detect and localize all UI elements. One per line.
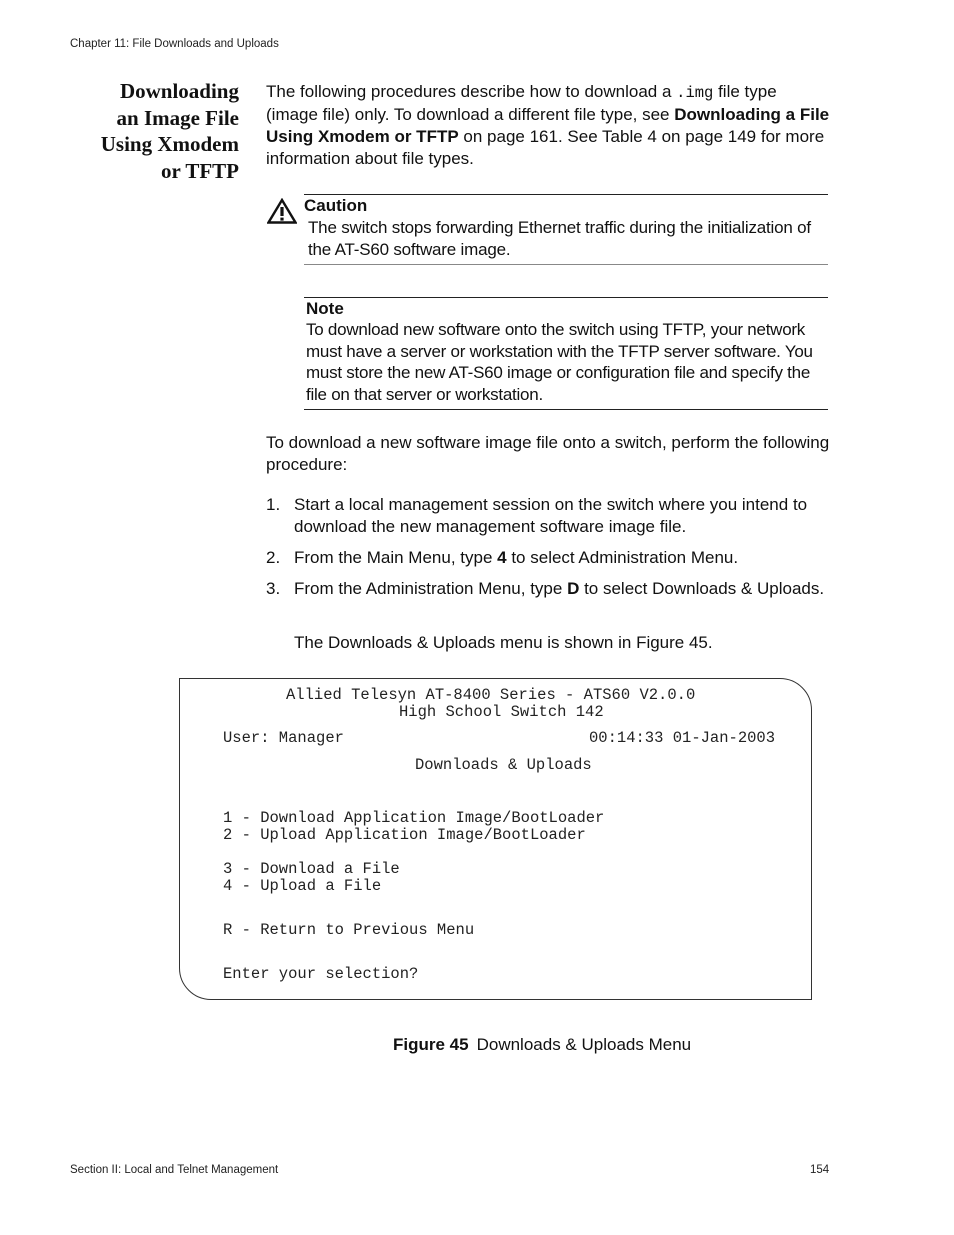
terminal-menu-title: Downloads & Uploads xyxy=(415,756,592,774)
figure-reference-text: The Downloads & Uploads menu is shown in Figure 45. xyxy=(294,633,713,652)
intro-text: on page 161. See Table 4 on page 149 for more information about file types. xyxy=(266,127,825,168)
step-text: Start a local management session on the switch where you intend to download the new management software image file. xyxy=(294,495,808,536)
terminal-menu-item[interactable]: 3 - Download a File xyxy=(223,860,400,878)
note-text: To download new software onto the switch using TFTP, your network must have a server or workstation with the TFTP server software. You must store the new AT-S60 image or configuration file and specify the file on that server or workstation. xyxy=(306,320,813,405)
file-extension-code: .img xyxy=(676,84,714,102)
step-number: 3. xyxy=(266,579,281,598)
procedure-lead-text: To download a new software image file onto a switch, perform the following procedure: xyxy=(266,433,830,474)
section-heading xyxy=(40,78,239,184)
page-number: 154 xyxy=(810,1164,830,1176)
list-item xyxy=(266,494,831,538)
cross-reference-link[interactable]: Downloading a File Using Xmodem or TFTP xyxy=(266,105,830,146)
figure-caption-text: Downloads & Uploads Menu xyxy=(476,1035,692,1054)
terminal-menu-item[interactable]: 4 - Upload a File xyxy=(223,877,382,895)
step-text: From the Administration Menu, type xyxy=(294,579,568,598)
list-item xyxy=(266,547,831,569)
step-key: 4 xyxy=(497,548,507,567)
step-number: 1. xyxy=(266,495,281,514)
section-heading-line: an Image File xyxy=(116,105,239,130)
list-item xyxy=(266,578,831,600)
step-text: to select Downloads & Uploads. xyxy=(579,579,825,598)
note-bottom-rule xyxy=(304,409,828,410)
note-title: Note xyxy=(306,299,344,318)
warning-triangle-icon xyxy=(267,198,297,224)
section-heading-line: Using Xmodem xyxy=(100,132,239,156)
procedure-steps xyxy=(266,494,831,600)
section-heading-line: or TFTP xyxy=(161,158,239,183)
footer-section-title: Section II: Local and Telnet Management xyxy=(70,1164,279,1176)
step-text: From the Main Menu, type xyxy=(294,548,498,567)
terminal-header-switch-name: High School Switch 142 xyxy=(399,703,604,721)
terminal-menu-item[interactable]: 1 - Download Application Image/BootLoader xyxy=(223,809,605,827)
note-top-rule xyxy=(304,297,828,298)
figure-label: Figure 45 xyxy=(393,1035,469,1054)
caution-title: Caution xyxy=(304,196,368,215)
step-text: to select Administration Menu. xyxy=(506,548,739,567)
caution-top-rule xyxy=(304,194,828,195)
running-head: Chapter 11: File Downloads and Uploads xyxy=(70,38,279,50)
terminal-prompt[interactable]: Enter your selection? xyxy=(223,965,419,983)
terminal-screen xyxy=(179,678,812,1000)
terminal-header-title: Allied Telesyn AT-8400 Series - ATS60 V2.0.0 xyxy=(286,686,696,704)
section-heading-line: Downloading xyxy=(119,79,239,103)
terminal-user: User: Manager xyxy=(223,729,344,747)
procedure-lead xyxy=(266,432,831,476)
intro-text: The following procedures describe how to download a xyxy=(266,82,677,101)
caution-bottom-rule xyxy=(304,264,828,265)
terminal-menu-item[interactable]: 2 - Upload Application Image/BootLoader xyxy=(223,826,586,844)
figure-caption xyxy=(393,1034,691,1056)
terminal-menu-item[interactable]: R - Return to Previous Menu xyxy=(223,921,475,939)
intro-text: file type (image file) only. To download a different file type, see xyxy=(266,82,777,124)
caution-text: The switch stops forwarding Ethernet traffic during the initialization of the AT-S60 software image. xyxy=(308,218,811,259)
terminal-datetime: 00:14:33 01-Jan-2003 xyxy=(589,729,776,747)
step-number: 2. xyxy=(266,548,281,567)
intro-paragraph xyxy=(266,81,831,170)
step-key: D xyxy=(567,579,580,598)
